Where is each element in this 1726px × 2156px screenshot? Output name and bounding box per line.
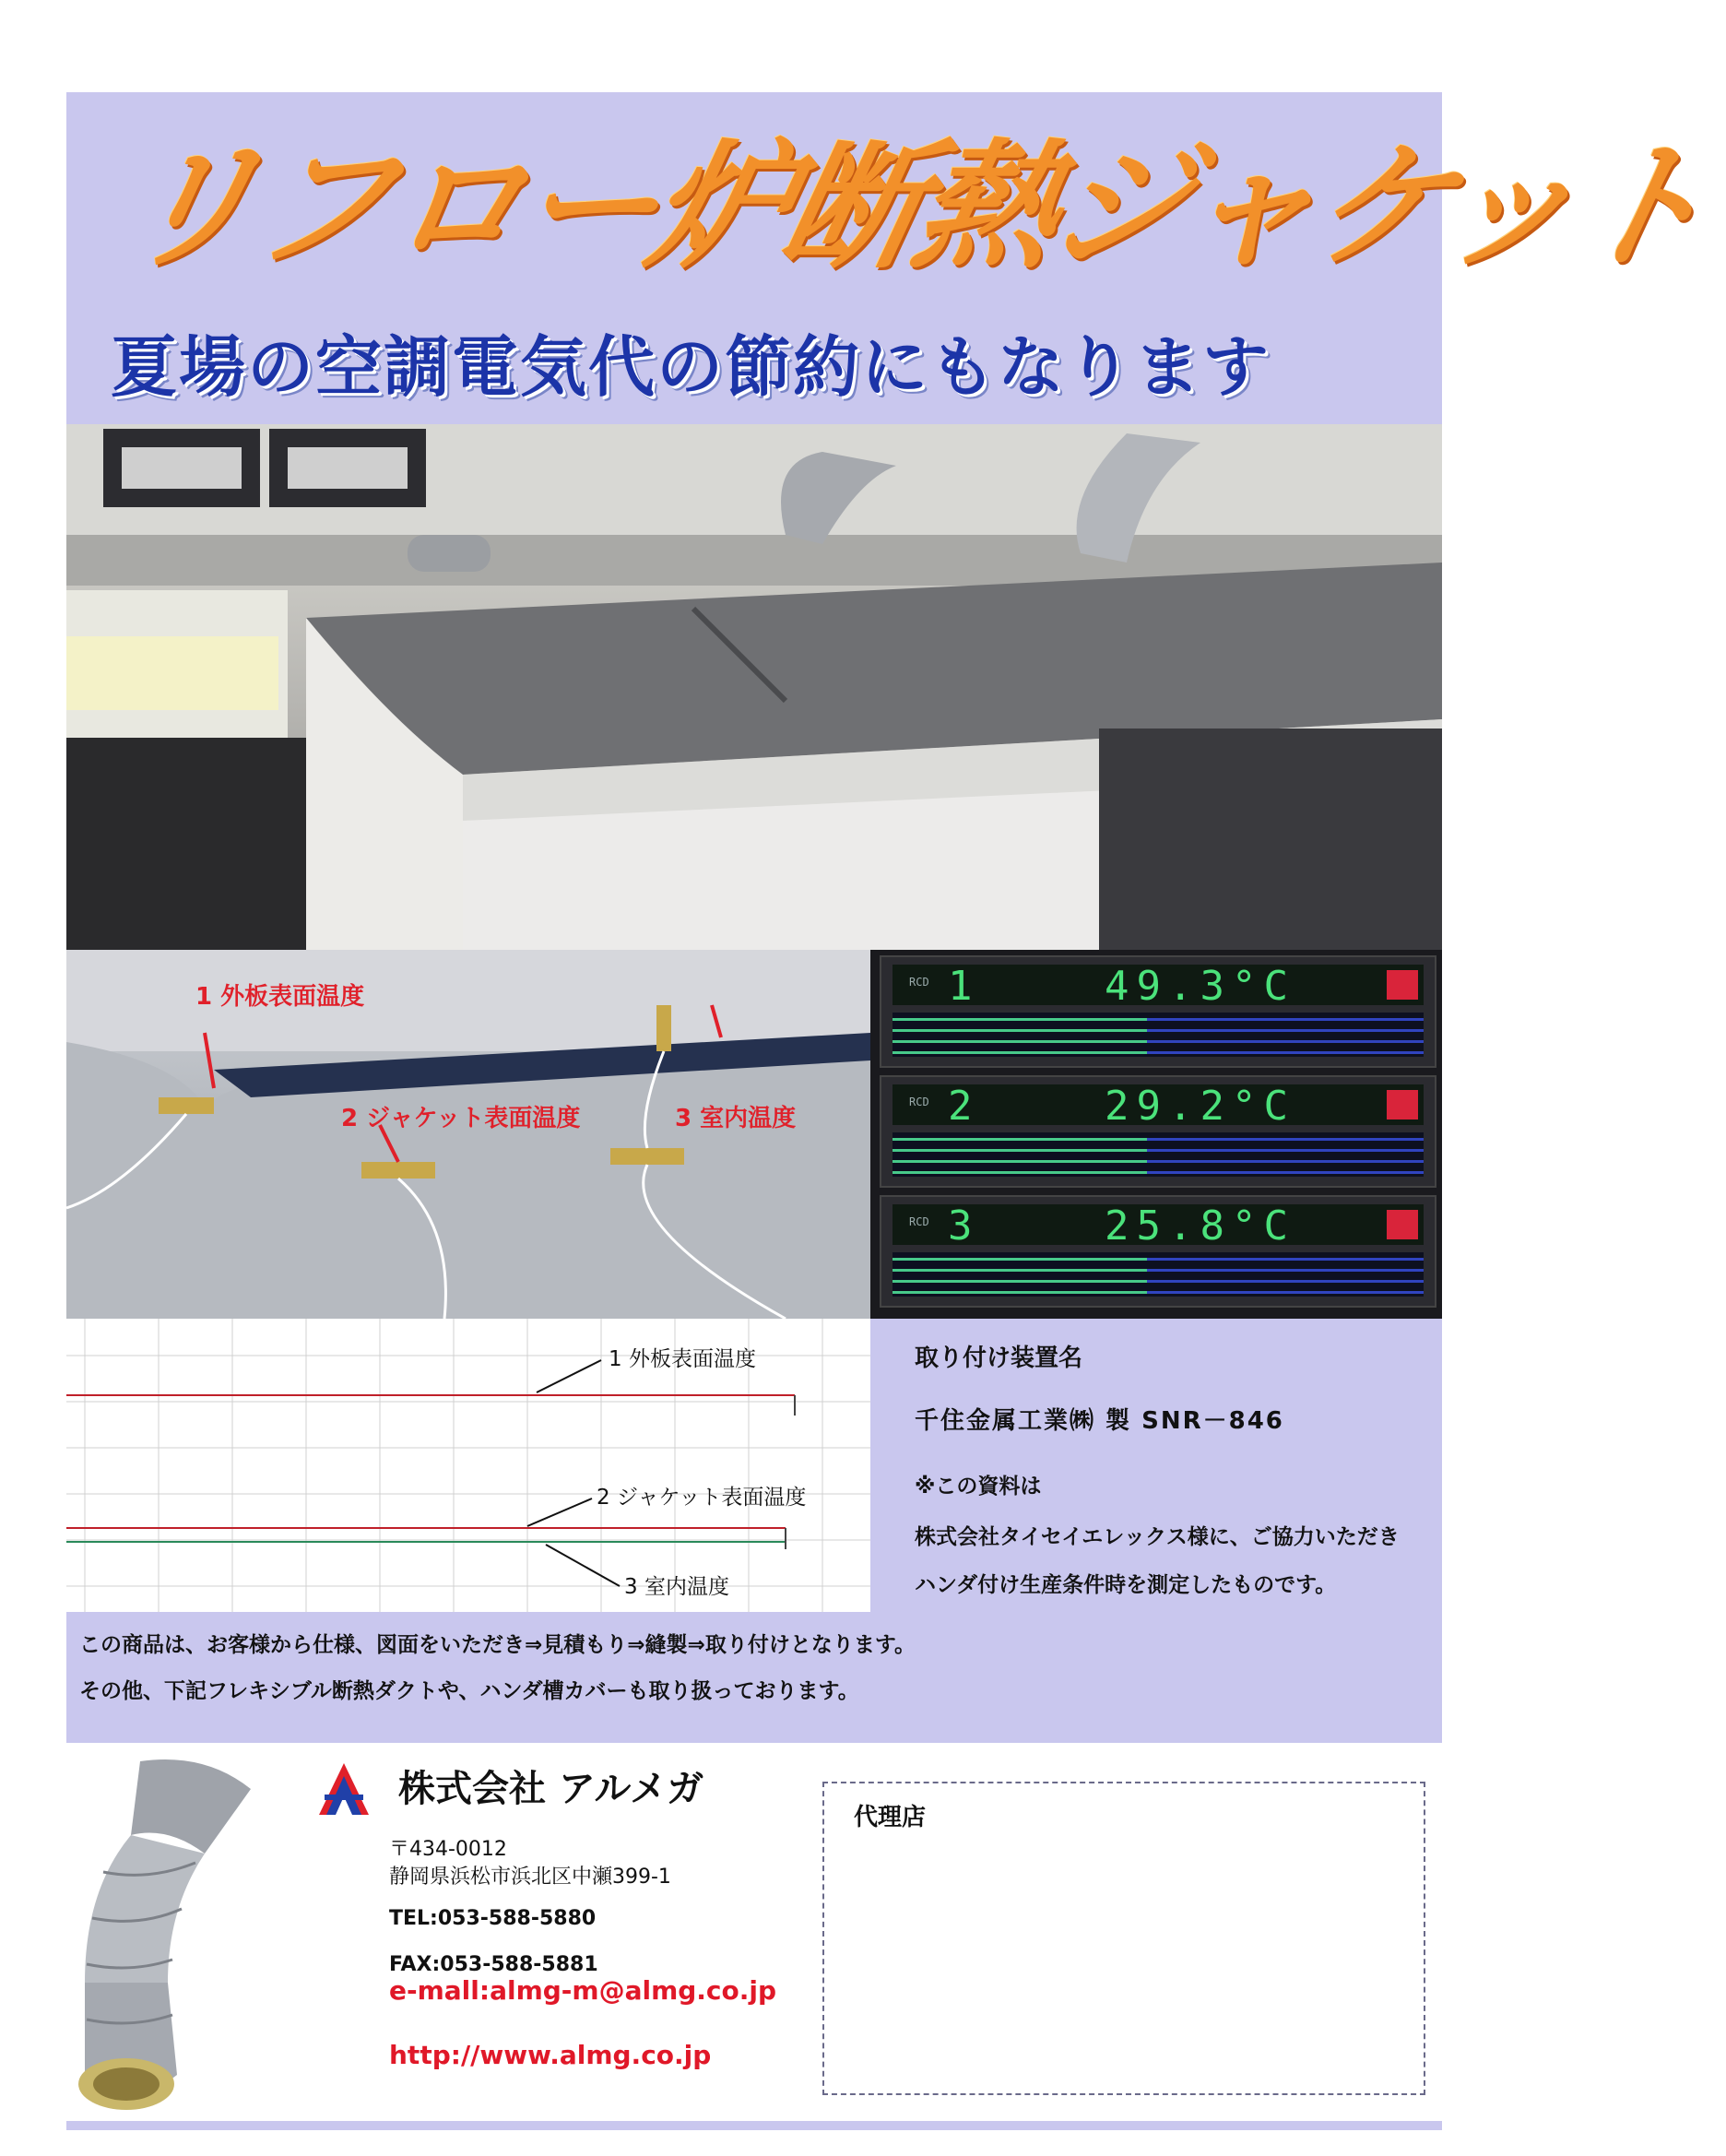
bar-meter-icon [893,1013,1424,1057]
company-address: 静岡県浜松市浜北区中瀬399-1 [389,1866,671,1889]
indicator-lamp-icon [1387,970,1418,1000]
bar-meter-icon [893,1132,1424,1177]
company-email-link[interactable]: e-mall:almg-m@almg.co.jp [389,1975,777,2006]
display-channel: 1 [948,963,976,1010]
notice-line-1: この商品は、お客様から仕様、図面をいただき⇒見積もり⇒縫製⇒取り付けとなります。 [79,1633,916,1657]
display-value: 49.3°C [1105,963,1295,1010]
indicator-lamp-icon [1387,1090,1418,1119]
photo-label-2: 2 ジャケット表面温度 [341,1105,581,1132]
device-heading: 取り付け装置名 [915,1345,1083,1372]
chart-label-1: 1 外板表面温度 [609,1347,756,1371]
rcd-icon: RCD [909,976,929,989]
display-channel: 3 [948,1202,976,1250]
flyer-subtitle: 夏場の空調電気代の節約にもなります [111,328,1271,406]
flyer-title: リフロー炉断熱ジャケット [104,127,1723,288]
company-fax: FAX:053-588-5881 [389,1953,598,1976]
company-website-link[interactable]: http://www.almg.co.jp [389,2040,712,2070]
indicator-lamp-icon [1387,1210,1418,1239]
temperature-display-2 [880,1075,1436,1188]
rcd-icon: RCD [909,1215,929,1228]
device-model: 千住金属工業㈱ 製 SNR－846 [915,1407,1284,1435]
company-tel: TEL:053-588-5880 [389,1907,597,1930]
almega-logo-icon [315,1761,372,1817]
display-value: 29.2°C [1105,1083,1295,1130]
temperature-display-3 [880,1195,1436,1308]
agent-label: 代理店 [854,1804,927,1831]
sensor-closeup-photo [66,950,870,1319]
reflow-oven-photo [66,424,1442,950]
company-zip: 〒434-0012 [389,1838,507,1861]
sensor-closeup-illustration [66,950,870,1319]
chart-label-2: 2 ジャケット表面温度 [597,1486,807,1510]
display-channel: 2 [948,1083,976,1130]
notice-line-2: その他、下記フレキシブル断熱ダクトや、ハンダ槽カバーも取り扱っております。 [79,1679,859,1703]
chart-label-3: 3 室内温度 [624,1575,729,1599]
photo-label-3: 3 室内温度 [675,1105,797,1132]
display-value: 25.8°C [1105,1202,1295,1250]
photo-label-1: 1 外板表面温度 [195,983,365,1011]
agent-box [822,1782,1425,2095]
device-note-1: ※この資料は [915,1475,1042,1499]
rcd-icon: RCD [909,1096,929,1108]
temperature-display-1 [880,955,1436,1068]
company-name: 株式会社 アルメガ [398,1768,704,1810]
temperature-displays [870,950,1442,1319]
reflow-oven-illustration [66,424,1442,950]
flexible-duct-icon [66,1743,288,2121]
bar-meter-icon [893,1252,1424,1297]
flyer [66,92,1723,2130]
flexible-duct-photo [66,1743,288,2121]
temperature-chart-recording [66,1319,870,1612]
device-note-2: 株式会社タイセイエレックス様に、ご協力いただき [915,1525,1400,1549]
device-note-3: ハンダ付け生産条件時を測定したものです。 [915,1573,1337,1597]
